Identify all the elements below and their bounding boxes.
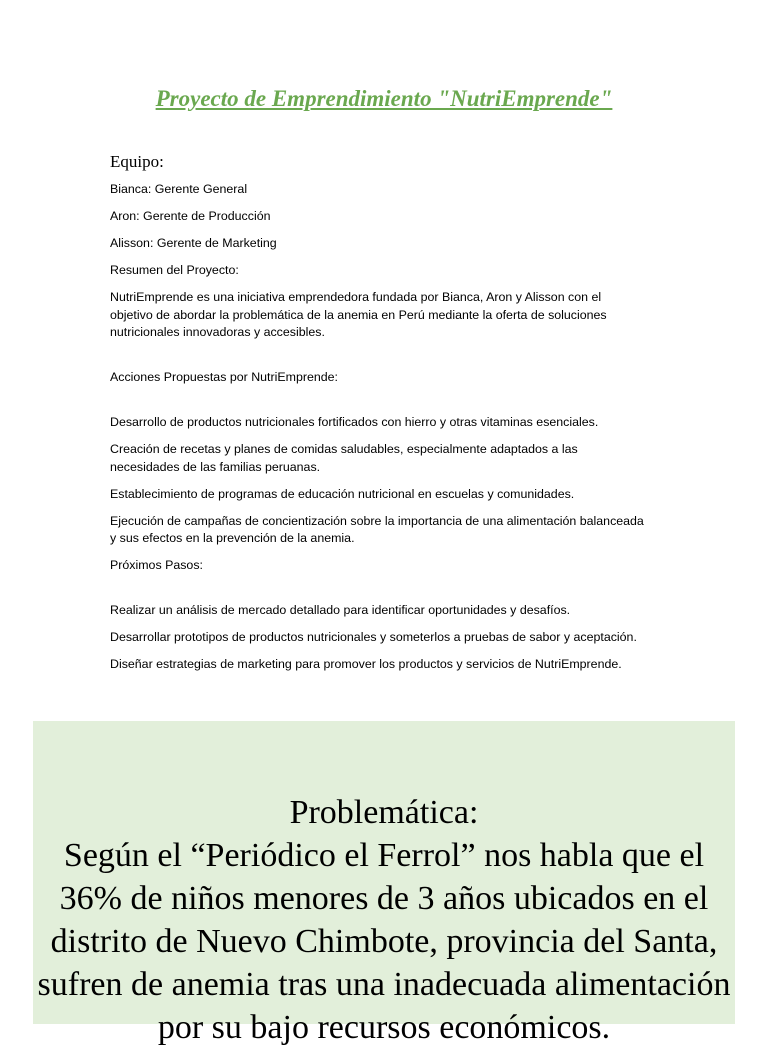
document-title: Proyecto de Emprendimiento "NutriEmprende" [155, 86, 613, 111]
team-member: Aron: Gerente de Producción [110, 209, 271, 223]
next-step-item: Desarrollar prototipos de productos nutricionales y someterlos a pruebas de sabor y aceptación. [110, 630, 637, 644]
problem-text: Según el “Periódico el Ferrol” nos habla que el 36% de niños menores de 3 años ubicados en el distrito de Nuevo Chimbote, provincia del Santa, sufren de anemia tras una inadecuada alimentación por su bajo recursos económicos. [37, 837, 731, 1046]
action-item: Desarrollo de productos nutricionales fortificados con hierro y otras vitaminas esenciales. [110, 415, 599, 429]
problem-box-content [33, 791, 735, 1049]
document-body [110, 150, 645, 683]
team-heading: Equipo: [110, 152, 164, 171]
action-item: Ejecución de campañas de concientización sobre la importancia de una alimentación balanceada y sus efectos en la prevención de la anemia. [110, 513, 644, 545]
summary-text: NutriEmprende es una iniciativa emprendedora fundada por Bianca, Aron y Alisson con el objetivo de abordar la problemática de la anemia en Perú mediante la oferta de soluciones nutricionales innovadoras y accesibles. [110, 290, 607, 339]
next-step-item: Realizar un análisis de mercado detallado para identificar oportunidades y desafíos. [110, 603, 571, 617]
actions-heading: Acciones Propuestas por NutriEmprende: [110, 370, 338, 384]
next-step-item: Diseñar estrategias de marketing para promover los productos y servicios de NutriEmprende. [110, 657, 622, 671]
team-member: Alisson: Gerente de Marketing [110, 236, 277, 250]
summary-heading: Resumen del Proyecto: [110, 263, 239, 277]
team-member: Bianca: Gerente General [110, 182, 248, 196]
problem-heading: Problemática: [289, 794, 479, 831]
action-item: Creación de recetas y planes de comidas saludables, especialmente adaptados a las necesidades de las familias peruanas. [110, 442, 578, 474]
next-steps-heading: Próximos Pasos: [110, 558, 203, 572]
action-item: Establecimiento de programas de educación nutricional en escuelas y comunidades. [110, 486, 575, 501]
problem-box [33, 721, 735, 1046]
